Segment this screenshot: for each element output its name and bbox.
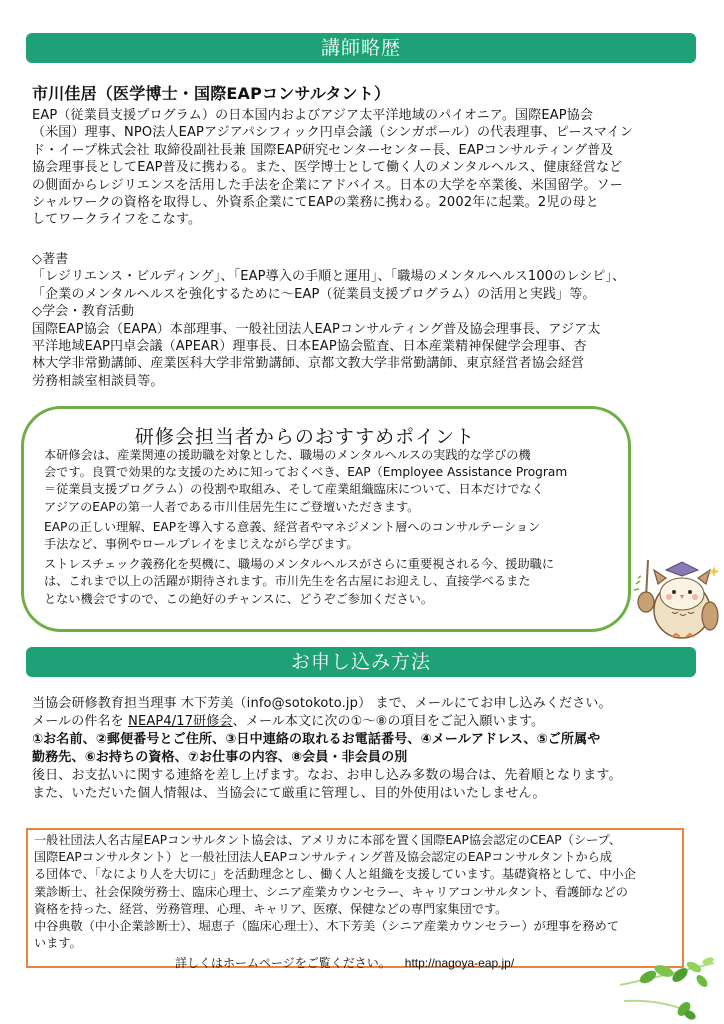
organization-line: 業診断士、社会保険労務士、臨床心理士、シニア産業カウンセラー、キャリアコンサルタント、看護師などの: [34, 884, 628, 899]
lecturer-bio: [32, 107, 697, 229]
bio-line: ド・イープ株式会社 取締役副社長兼 国際EAP研究センターセンター長、EAPコンサルティング普及: [32, 142, 614, 158]
recommendation-line: 本研修会は、産業関連の援助職を対象とした、職場のメンタルヘルスの実践的な学びの機: [44, 448, 531, 462]
application-note-line: また、いただいた個人情報は、当協会にて厳重に管理し、目的外使用はいたしません。: [32, 786, 546, 801]
recommendation-line: 手法など、事例やロールプレイをまじえながら学びます。: [44, 537, 359, 552]
bio-line: してワークライフをこなす。: [32, 212, 202, 228]
profile-section-banner: [26, 33, 696, 63]
activities-line: 林大学非常勤講師、産業医科大学非常勤講師、京都文教大学非常勤講師、東京経営者協会経営: [32, 356, 585, 372]
organization-line: います。: [34, 936, 82, 951]
bio-line: シャルワークの資格を取得し、外資系企業にてEAPの業務に携わる。2002年に起業。2児の母と: [32, 195, 599, 211]
organization-line: 一般社団法人名古屋EAPコンサルタント協会は、アメリカに本部を置く国際EAP協会認定のCEAP（シープ、: [34, 833, 622, 847]
application-items-line: 勤務先、⑥お持ちの資格、⑦お仕事の内容、⑧会員・非会員の別: [32, 750, 408, 765]
activities-line: 労務相談室相談員等。: [32, 373, 164, 389]
recommendation-title: 研修会担当者からのおすすめポイント: [134, 426, 476, 448]
lecturer-name: 市川佳居（医学博士・国際EAPコンサルタント）: [32, 84, 391, 103]
recommendation-line: とない機会ですので、この絶好のチャンスに、どうぞご参加ください。: [44, 591, 434, 606]
activities-line: 平洋地域EAP円卓会議（APEAR）理事長、日本EAP協会監査、日本産業精神保健学会理事、杏: [32, 339, 587, 355]
books-block: [32, 251, 697, 390]
profile-section-title: 講師略歴: [320, 37, 401, 59]
activities-line: 国際EAP協会（EAPA）本部理事、一般社団法人EAPコンサルティング普及協会理事長、アジア太: [32, 321, 601, 337]
recommendation-line: アジアのEAPの第一人者である市川佳居先生にご登壇いただきます。: [44, 499, 420, 514]
application-section-banner: [26, 647, 696, 677]
organization-line: 国際EAPコンサルタント）と一般社団法人EAPコンサルティング普及協会認定のEAPコンサルタントから成: [34, 850, 613, 865]
bio-line: EAP（従業員支援プログラム）の日本国内およびアジア太平洋地域のパイオニア。国際EAP協会: [32, 108, 594, 123]
application-contact-line: 当協会研修教育担当理事 木下芳美（info@sotokoto.jp） まで、メールにてお申し込みください。: [32, 696, 612, 711]
application-items-line: ①お名前、②郵便番号とご住所、③日中連絡の取れるお電話番号、④メールアドレス、⑤ご所属や: [32, 732, 601, 747]
application-body: [32, 695, 697, 803]
organization-description: [34, 832, 636, 952]
email-subject: NEAP4/17研修会: [128, 714, 233, 729]
bio-line: 協会理事長としてEAP普及に携わる。また、医学博士として働く人のメンタルヘルス、健康経営など: [32, 160, 623, 176]
application-note-line: 後日、お支払いに関する連絡を差し上げます。なお、お申し込み多数の場合は、先着順となります。: [32, 768, 622, 783]
activities-heading: ◇学会・教育活動: [32, 304, 135, 320]
homepage-text: 詳しくはホームページをご覧ください。: [175, 956, 391, 970]
bio-line: （米国）理事、NPO法人EAPアジアパシフィック円卓会議（シンガポール）の代表理事、ピースマイン: [32, 125, 634, 141]
homepage-link[interactable]: http://nagoya-eap.jp/: [404, 956, 515, 970]
recommendation-line: 会です。良質で効果的な支援のために知っておくべき、EAP（Employee Assistance Program: [44, 465, 568, 480]
books-line: 「企業のメンタルヘルスを強化するために～EAP（従業員支援プログラム）の活用と実践」等。: [32, 286, 596, 302]
recommendation-body: [44, 447, 604, 608]
recommendation-line: ＝従業員支援プログラム）の役割や取組み、そして産業組織臨床について、日本だけでなく: [44, 482, 544, 497]
homepage-footer: [175, 954, 514, 971]
organization-line: 中谷典敬（中小企業診断士）、堀恵子（臨床心理士）、木下芳美（シニア産業カウンセラー）が理事を務めて: [34, 919, 619, 934]
books-line: 「レジリエンス・ビルディング」、「EAP導入の手順と運用」、「職場のメンタルヘルス100のレシピ」、: [32, 269, 626, 285]
organization-line: 資格を持った、経営、労務管理、心理、キャリア、医療、保健などの専門家集団です。: [34, 901, 508, 916]
bio-line: の側面からレジリエンスを活用した手法を企業にアドバイス。日本の大学を卒業後、米国留学。ソー: [32, 177, 623, 193]
recommendation-line: ストレスチェック義務化を契機に、職場のメンタルヘルスがさらに重要視される今、援助職に: [44, 557, 555, 572]
organization-line: る団体で、「なにより人を大切に」を活動理念とし、働く人と組織を支援しています。基礎資格として、中小企: [34, 867, 636, 882]
recommendation-line: EAPの正しい理解、EAPを導入する意義、経営者やマネジメント層へのコンサルテーション: [44, 519, 541, 534]
leaves-decoration-icon: [618, 955, 718, 1023]
application-section-title: お申し込み方法: [290, 651, 431, 673]
owl-mascot-icon: [618, 540, 722, 640]
application-subject-line: メールの件名を NEAP4/17研修会、メール本文に次の①～⑧の項目をご記入願います。: [32, 714, 545, 729]
recommendation-line: は、これまで以上の活躍が期待されます。市川先生を名古屋にお迎えし、直接学べるまた: [44, 574, 531, 589]
books-heading: ◇著書: [32, 252, 69, 267]
